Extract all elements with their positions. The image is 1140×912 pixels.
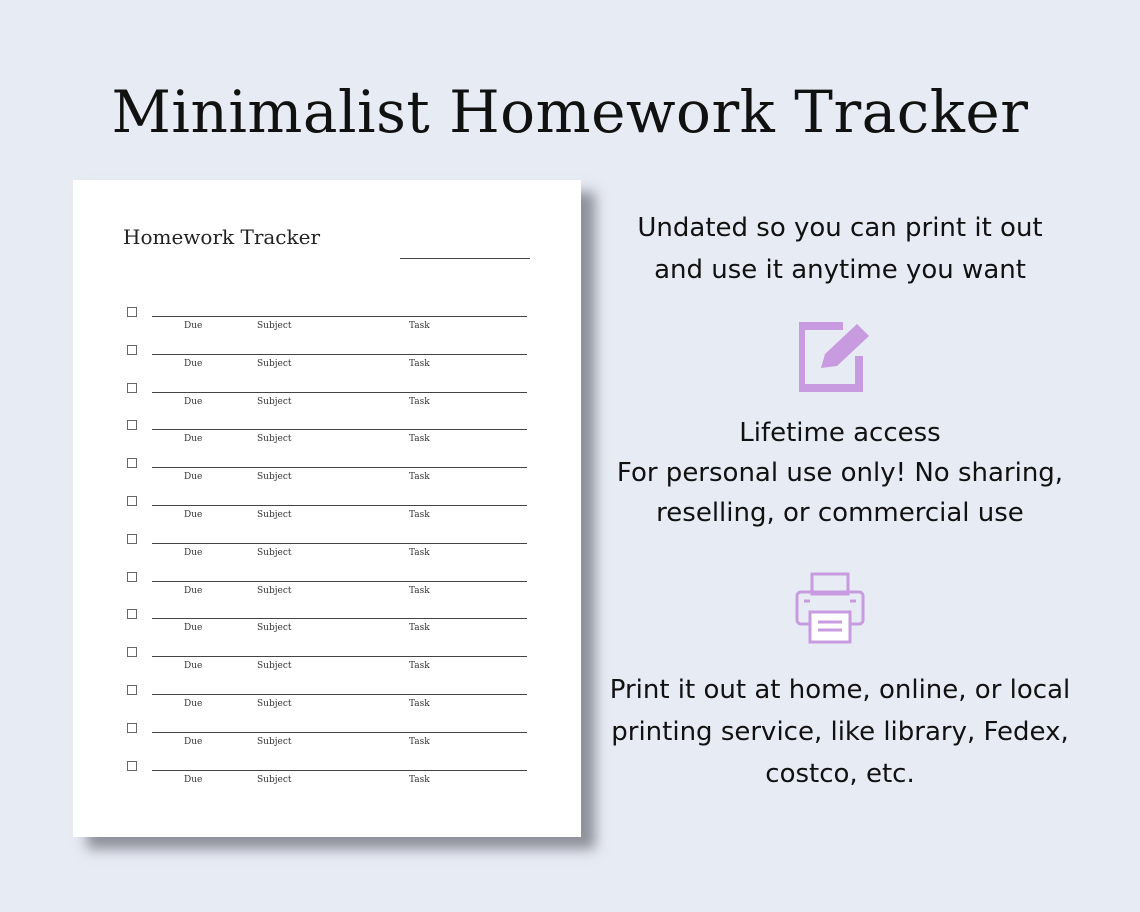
license-line-1: Lifetime access: [739, 418, 941, 448]
task-label: Task: [409, 623, 430, 634]
tracker-row: [73, 534, 581, 572]
print-line-2: printing service, like library, Fedex,: [611, 717, 1069, 747]
subject-label: Subject: [257, 510, 292, 520]
row-checkbox: [127, 723, 137, 733]
row-line: [152, 467, 527, 468]
undated-feature: [600, 207, 1080, 291]
row-line: [152, 656, 527, 657]
row-line: [152, 770, 527, 771]
row-line: [152, 618, 527, 619]
task-label: Task: [409, 585, 430, 596]
tracker-row: [73, 496, 581, 534]
row-line: [152, 316, 527, 317]
subject-label: Subject: [257, 623, 292, 634]
row-checkbox: [127, 307, 137, 317]
subject-label: Subject: [257, 472, 292, 483]
row-line: [152, 354, 527, 355]
undated-line-1: Undated so you can print it out: [637, 213, 1043, 243]
tracker-row: [73, 572, 581, 610]
task-label: Task: [409, 434, 430, 445]
tracker-row: [73, 609, 581, 647]
print-line-3: costco, etc.: [765, 759, 915, 789]
subject-label: Subject: [257, 699, 292, 709]
row-line: [152, 581, 527, 582]
task-label: Task: [409, 396, 430, 407]
tracker-row: [73, 647, 581, 685]
row-line: [152, 505, 527, 506]
license-line-3: reselling, or commercial use: [656, 498, 1024, 528]
tracker-row: [73, 420, 581, 458]
due-label: Due: [184, 699, 203, 709]
task-label: Task: [409, 472, 430, 483]
print-feature: [600, 669, 1080, 795]
tracker-row: [73, 458, 581, 496]
due-label: Due: [184, 661, 203, 672]
row-checkbox: [127, 383, 137, 393]
undated-line-2: and use it anytime you want: [654, 255, 1026, 285]
tracker-row: [73, 685, 581, 723]
subject-label: Subject: [257, 585, 292, 596]
subject-label: Subject: [257, 358, 292, 369]
row-checkbox: [127, 761, 137, 771]
tracker-row: [73, 761, 581, 799]
subject-label: Subject: [257, 774, 292, 785]
tracker-row: [73, 383, 581, 421]
subject-label: Subject: [257, 396, 292, 407]
row-checkbox: [127, 609, 137, 619]
row-checkbox: [127, 647, 137, 657]
task-label: Task: [409, 547, 430, 558]
due-label: Due: [184, 736, 203, 747]
due-label: Due: [184, 472, 203, 483]
row-checkbox: [127, 534, 137, 544]
task-label: Task: [409, 774, 430, 785]
row-checkbox: [127, 496, 137, 506]
due-label: Due: [184, 623, 203, 634]
due-label: Due: [184, 547, 203, 558]
due-label: Due: [184, 434, 203, 445]
task-label: Task: [409, 699, 430, 709]
row-line: [152, 543, 527, 544]
row-checkbox: [127, 458, 137, 468]
row-checkbox: [127, 685, 137, 695]
row-checkbox: [127, 345, 137, 355]
due-label: Due: [184, 396, 203, 407]
license-line-2: For personal use only! No sharing,: [616, 458, 1064, 488]
row-line: [152, 694, 527, 695]
due-label: Due: [184, 358, 203, 369]
sheet-title: Homework Tracker: [123, 225, 321, 249]
subject-label: Subject: [257, 661, 292, 672]
tracker-row: [73, 307, 581, 345]
row-checkbox: [127, 420, 137, 430]
row-line: [152, 429, 527, 430]
task-label: Task: [409, 321, 430, 331]
print-line-1: Print it out at home, online, or local: [609, 675, 1071, 705]
subject-label: Subject: [257, 321, 292, 331]
due-label: Due: [184, 321, 203, 331]
task-label: Task: [409, 510, 430, 520]
row-checkbox: [127, 572, 137, 582]
due-label: Due: [184, 510, 203, 520]
tracker-row: [73, 723, 581, 761]
tracker-row: [73, 345, 581, 383]
row-line: [152, 732, 527, 733]
license-feature: [600, 413, 1080, 533]
row-line: [152, 392, 527, 393]
subject-label: Subject: [257, 434, 292, 445]
task-label: Task: [409, 736, 430, 747]
edit-icon: [799, 320, 875, 392]
main-title: Minimalist Homework Tracker: [111, 78, 1029, 146]
sheet-date-line: [400, 258, 530, 259]
subject-label: Subject: [257, 736, 292, 747]
tracker-sheet-preview: [73, 180, 581, 837]
due-label: Due: [184, 585, 203, 596]
printer-icon: [794, 572, 866, 644]
subject-label: Subject: [257, 547, 292, 558]
task-label: Task: [409, 661, 430, 672]
task-label: Task: [409, 358, 430, 369]
due-label: Due: [184, 774, 203, 785]
